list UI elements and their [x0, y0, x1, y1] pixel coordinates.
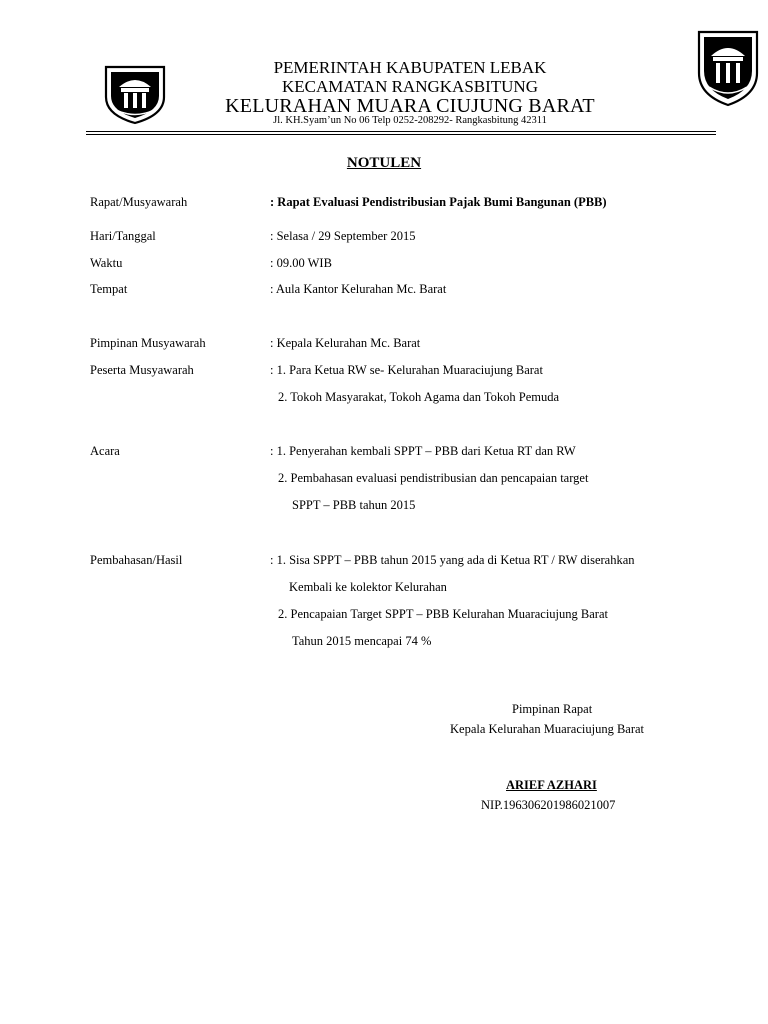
label-waktu: Waktu — [90, 256, 123, 270]
value-acara-2: 2. Pembahasan evaluasi pendistribusian dan pencapaian target — [278, 471, 589, 485]
letterhead-district: KECAMATAN RANGKASBITUNG — [281, 77, 538, 96]
signature-name: ARIEF AZHARI — [506, 778, 597, 792]
signature-role-1: Pimpinan Rapat — [512, 702, 593, 716]
value-waktu: : 09.00 WIB — [270, 256, 332, 270]
signature-role-2: Kepala Kelurahan Muaraciujung Barat — [450, 722, 645, 736]
header-divider-thin — [86, 134, 716, 135]
document-title: NOTULEN — [346, 155, 422, 171]
value-pembahasan-2: Kembali ke kolektor Kelurahan — [289, 580, 447, 594]
label-acara: Acara — [90, 444, 120, 458]
value-acara-1: : 1. Penyerahan kembali SPPT – PBB dari Ketua RT dan RW — [270, 444, 576, 458]
letterhead-government: PEMERINTAH KABUPATEN LEBAK — [273, 58, 547, 77]
label-tempat: Tempat — [90, 282, 128, 296]
value-hari-tanggal: : Selasa / 29 September 2015 — [270, 229, 416, 243]
letterhead-village: KELURAHAN MUARA CIUJUNG BARAT — [225, 95, 595, 117]
lebak-emblem-right-icon — [696, 29, 760, 107]
label-peserta: Peserta Musyawarah — [90, 363, 194, 377]
label-pembahasan: Pembahasan/Hasil — [90, 553, 183, 567]
value-pembahasan-3: 2. Pencapaian Target SPPT – PBB Kelurahan Muaraciujung Barat — [278, 607, 608, 621]
value-rapat: : Rapat Evaluasi Pendistribusian Pajak Bumi Bangunan (PBB) — [270, 195, 607, 209]
label-hari-tanggal: Hari/Tanggal — [90, 229, 156, 243]
label-pimpinan: Pimpinan Musyawarah — [90, 336, 206, 350]
header-divider-thick — [86, 131, 716, 132]
signature-nip: NIP.196306201986021007 — [481, 798, 616, 812]
value-pimpinan: : Kepala Kelurahan Mc. Barat — [270, 336, 421, 350]
value-pembahasan-4: Tahun 2015 mencapai 74 % — [292, 634, 432, 648]
value-peserta-1: : 1. Para Ketua RW se- Kelurahan Muaraciujung Barat — [270, 363, 543, 377]
label-rapat: Rapat/Musyawarah — [90, 195, 188, 209]
value-pembahasan-1: : 1. Sisa SPPT – PBB tahun 2015 yang ada di Ketua RT / RW diserahkan — [270, 553, 635, 567]
value-peserta-2: 2. Tokoh Masyarakat, Tokoh Agama dan Tokoh Pemuda — [278, 390, 560, 404]
letterhead-address: Jl. KH.Syam’un No 06 Telp 0252-208292- Rangkasbitung 42311 — [273, 115, 547, 126]
value-acara-3: SPPT – PBB tahun 2015 — [292, 498, 416, 512]
value-tempat: : Aula Kantor Kelurahan Mc. Barat — [270, 282, 447, 296]
